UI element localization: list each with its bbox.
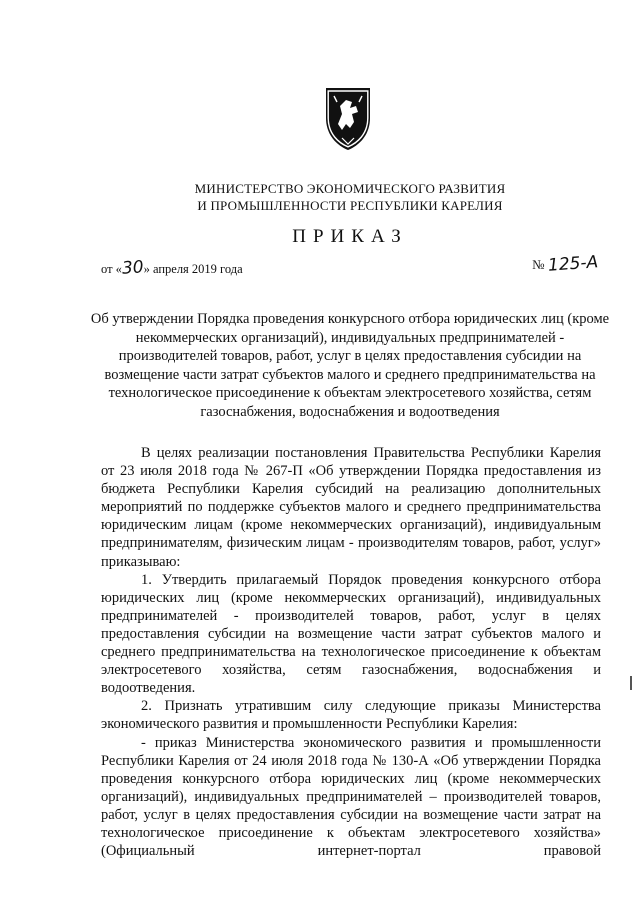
paragraph-item-2: 2. Признать утратившим силу следующие приказы Министерства экономического развития и промышленности Республики Карелия: — [101, 698, 601, 733]
number-handwritten: 125-А — [547, 252, 599, 276]
document-date — [101, 258, 243, 278]
ministry-name — [0, 180, 640, 214]
document-title: Об утверждении Порядка проведения конкурсного отбора юридических лиц (кроме некоммерческих организаций), индивидуальных предпринимателей - производителей товаров, работ, услуг в целях предоставления субсидии на возмещение части затрат субъектов малого и среднего предпринимательства на технологическое присоединение к объектам электросетевого хозяйства, сетям газоснабжения, водоснабжения и водоотведения — [90, 311, 610, 420]
document-number — [532, 254, 598, 274]
number-prefix: № — [532, 257, 545, 272]
ministry-line-2: И ПРОМЫШЛЕННОСТИ РЕСПУБЛИКИ КАРЕЛИЯ — [197, 198, 503, 213]
scan-edge-mark — [630, 676, 632, 690]
document-type: ПРИКАЗ — [292, 226, 408, 247]
document-body — [101, 444, 601, 860]
date-prefix: от « — [101, 262, 122, 276]
paragraph-preamble: В целях реализации постановления Правительства Республики Карелия от 23 июля 2018 года № 267-П «Об утверждении Порядка предоставления из бюджета Республики Карелия субсидий на реализацию дополнительных мероприятий по поддержке субъектов малого и среднего предпринимательства юридическим лицам (кроме некоммерческих организаций), индивидуальным предпринимателям, физическим лицам - производителям товаров, работ, услуг» приказываю: — [101, 445, 601, 570]
ministry-line-1: МИНИСТЕРСТВО ЭКОНОМИЧЕСКОГО РАЗВИТИЯ — [194, 181, 506, 196]
date-day-handwritten: 30 — [121, 257, 145, 279]
karelia-coat-of-arms-icon — [320, 84, 376, 152]
paragraph-repealed-order: - приказ Министерства экономического развития и промышленности Республики Карелия от 24 июля 2018 года № 130-А «Об утверждении Порядка проведения конкурсного отбора юридических лиц (кроме некоммерческих организаций), индивидуальных предпринимателей – производителей товаров, работ, услуг в целях предоставления субсидии на возмещение части затрат на технологическое присоединение к объектам электросетевого хозяйства» (Официальный интернет-портал правовой — [101, 734, 601, 860]
paragraph-item-1: 1. Утвердить прилагаемый Порядок проведения конкурсного отбора юридических лиц (кроме некоммерческих организаций), индивидуальных предпринимателей - производителей товаров, работ, услуг в целях предоставления субсидии на возмещение части затрат субъектов малого и среднего предпринимательства на технологическое присоединение к объектам электросетевого хозяйства, сетям газоснабжения, водоснабжения и водоотведения. — [101, 571, 601, 697]
date-suffix: » апреля 2019 года — [143, 262, 243, 276]
